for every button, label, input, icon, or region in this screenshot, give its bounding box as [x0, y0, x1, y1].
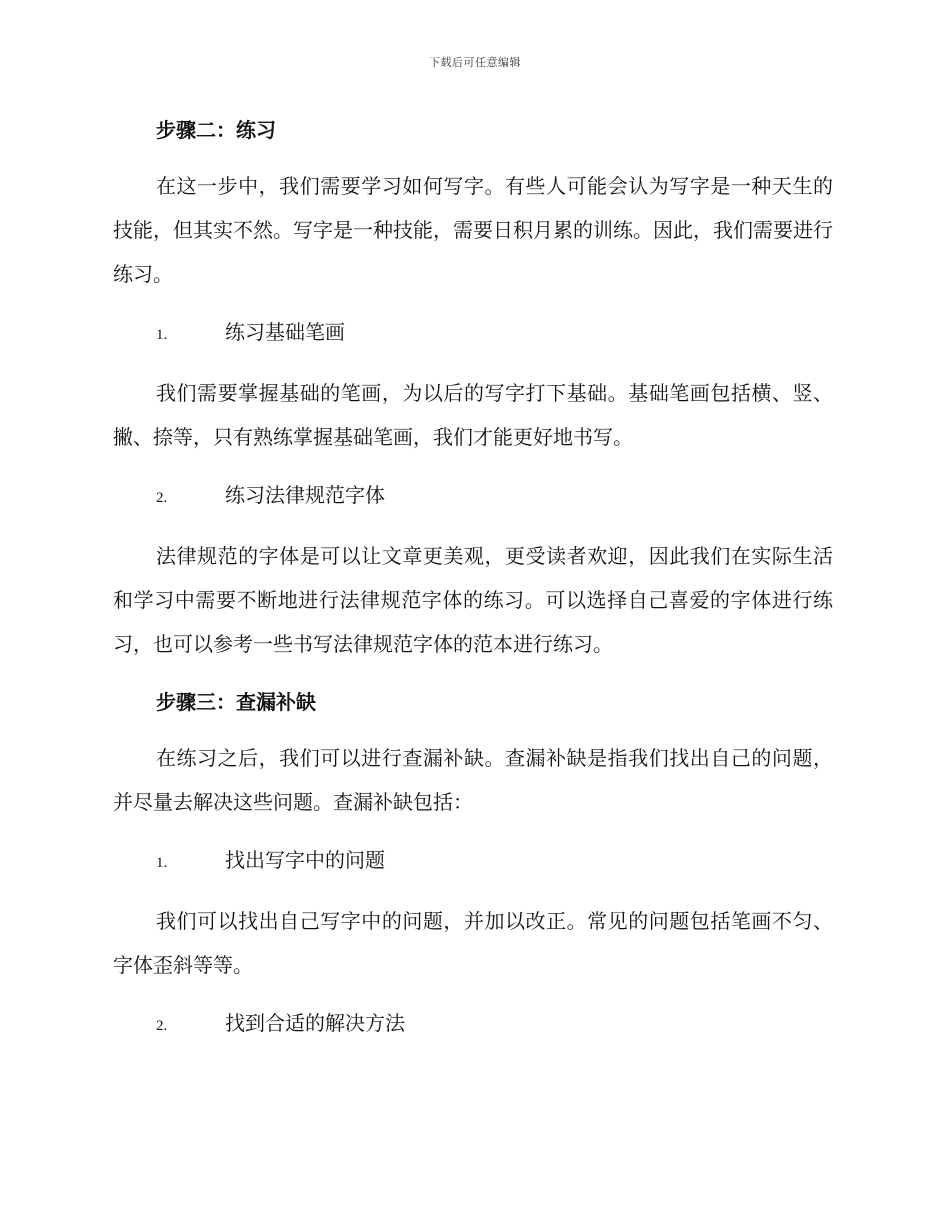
paragraph-step2-intro: 在这一步中，我们需要学习如何写字。有些人可能会认为写字是一种天生的技能，但其实不然。写字是一种技能，需要日积月累的训练。因此，我们需要进行练习。 [113, 174, 833, 286]
list-number: 2. [156, 490, 168, 506]
list-number: 1. [156, 855, 168, 871]
section-heading-step2: 步骤二：练习 [156, 118, 276, 142]
list-item-title: 练习法律规范字体 [225, 483, 385, 507]
list-item-step3-2 [113, 1001, 833, 1048]
list-item-title: 找出写字中的问题 [225, 848, 385, 872]
paragraph-step2-item2-body: 法律规范的字体是可以让文章更美观，更受读者欢迎，因此我们在实际生活和学习中需要不断地进行法律规范字体的练习。可以选择自己喜爱的字体进行练习，也可以参考一些书写法律规范字体的范本进行练习。 [113, 544, 833, 656]
list-item-title: 找到合适的解决方法 [225, 1011, 405, 1035]
list-number: 1. [156, 327, 168, 343]
list-item-step3-1 [113, 838, 833, 885]
document-body [113, 108, 833, 1062]
list-number: 2. [156, 1018, 168, 1034]
paragraph-step2-item1-body: 我们需要掌握基础的笔画，为以后的写字打下基础。基础笔画包括横、竖、撇、捺等，只有熟练掌握基础笔画，我们才能更好地书写。 [113, 381, 833, 449]
paragraph-step3-item1-body: 我们可以找出自己写字中的问题，并加以改正。常见的问题包括笔画不匀、字体歪斜等等。 [113, 909, 833, 977]
paragraph-step3-intro: 在练习之后，我们可以进行查漏补缺。查漏补缺是指我们找出自己的问题，并尽量去解决这些问题。查漏补缺包括： [113, 746, 833, 814]
list-item-step2-1 [113, 310, 833, 357]
list-item-title: 练习基础笔画 [225, 320, 345, 344]
page-header: 下载后可任意编辑 [429, 56, 521, 69]
list-item-step2-2 [113, 473, 833, 520]
section-heading-step3: 步骤三：查漏补缺 [156, 690, 316, 714]
